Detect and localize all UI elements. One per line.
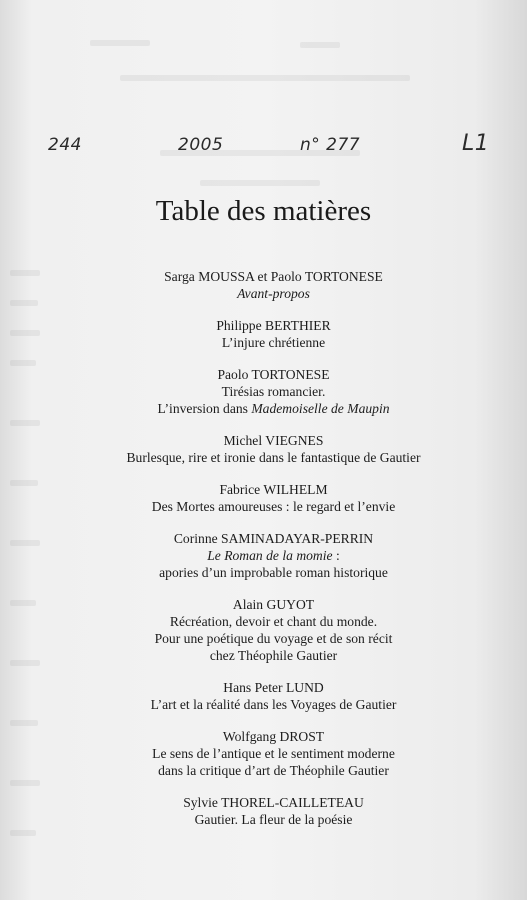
toc-author: Corinne SAMINADAYAR-PERRIN <box>173 531 374 546</box>
toc-author: Wolfgang DROST <box>222 729 325 744</box>
toc-author: Fabrice WILHELM <box>219 482 328 497</box>
toc-title-part: apories d’un improbable roman historique <box>159 565 388 580</box>
page-title: Table des matières <box>155 195 372 227</box>
toc-entry <box>40 728 507 779</box>
toc-entry <box>40 679 507 713</box>
toc-article-title-line <box>40 745 507 762</box>
toc-title-part: Tirésias romancier. <box>221 384 326 399</box>
toc-article-title-line <box>40 334 507 351</box>
toc-entry <box>40 596 507 664</box>
toc-title-italic-part: Avant-propos <box>237 286 310 301</box>
handwritten-note-4: L1 <box>462 131 490 156</box>
toc-article-title-line <box>40 811 507 828</box>
toc-article-title-line <box>40 547 507 564</box>
table-of-contents <box>40 268 507 843</box>
toc-article-title-line <box>40 696 507 713</box>
toc-author: Michel VIEGNES <box>223 433 324 448</box>
toc-title-part: Burlesque, rire et ironie dans le fantastique de Gautier <box>126 450 421 465</box>
toc-title-italic-part: Mademoiselle de Maupin <box>251 401 390 416</box>
toc-title-part: : <box>332 548 340 563</box>
toc-author: Philippe BERTHIER <box>216 318 331 333</box>
toc-entry <box>40 794 507 828</box>
toc-title-part: Gautier. La fleur de la poésie <box>194 812 353 827</box>
toc-title-part: Le sens de l’antique et le sentiment moderne <box>152 746 395 761</box>
toc-author: Sarga MOUSSA et Paolo TORTONESE <box>164 269 383 284</box>
toc-title-part: dans la critique d’art de Théophile Gautier <box>158 763 389 778</box>
toc-article-title-line <box>40 647 507 664</box>
toc-article-title-line <box>40 613 507 630</box>
toc-entry <box>40 481 507 515</box>
toc-title-italic-part: Le Roman de la momie <box>207 548 333 563</box>
toc-entry <box>40 366 507 417</box>
toc-author: Alain GUYOT <box>232 597 315 612</box>
toc-article-title-line <box>40 400 507 417</box>
toc-title-part: Pour une poétique du voyage et de son récit <box>154 631 393 646</box>
toc-title-part: L’art et la réalité dans les Voyages de Gautier <box>150 697 397 712</box>
toc-title-part: Récréation, devoir et chant du monde. <box>169 614 378 629</box>
toc-entry <box>40 268 507 302</box>
handwritten-note-3: n° 277 <box>300 135 361 155</box>
toc-author: Hans Peter LUND <box>223 680 324 695</box>
toc-entry <box>40 432 507 466</box>
toc-entry <box>40 317 507 351</box>
toc-title-part: Des Mortes amoureuses : le regard et l’envie <box>151 499 396 514</box>
handwritten-note-2: 2005 <box>178 135 224 155</box>
toc-article-title-line <box>40 449 507 466</box>
handwritten-note-1: 244 <box>48 135 82 155</box>
toc-author: Paolo TORTONESE <box>217 367 330 382</box>
toc-title-part: chez Théophile Gautier <box>209 648 338 663</box>
toc-article-title-line <box>40 564 507 581</box>
toc-article-title-line <box>40 762 507 779</box>
toc-entry <box>40 530 507 581</box>
toc-article-title-line <box>40 498 507 515</box>
toc-title-part: L’injure chrétienne <box>221 335 326 350</box>
toc-article-title-line <box>40 630 507 647</box>
toc-article-title-line <box>40 285 507 302</box>
toc-author: Sylvie THOREL-CAILLETEAU <box>183 795 364 810</box>
toc-article-title-line <box>40 383 507 400</box>
toc-title-part: L’inversion dans <box>157 401 252 416</box>
